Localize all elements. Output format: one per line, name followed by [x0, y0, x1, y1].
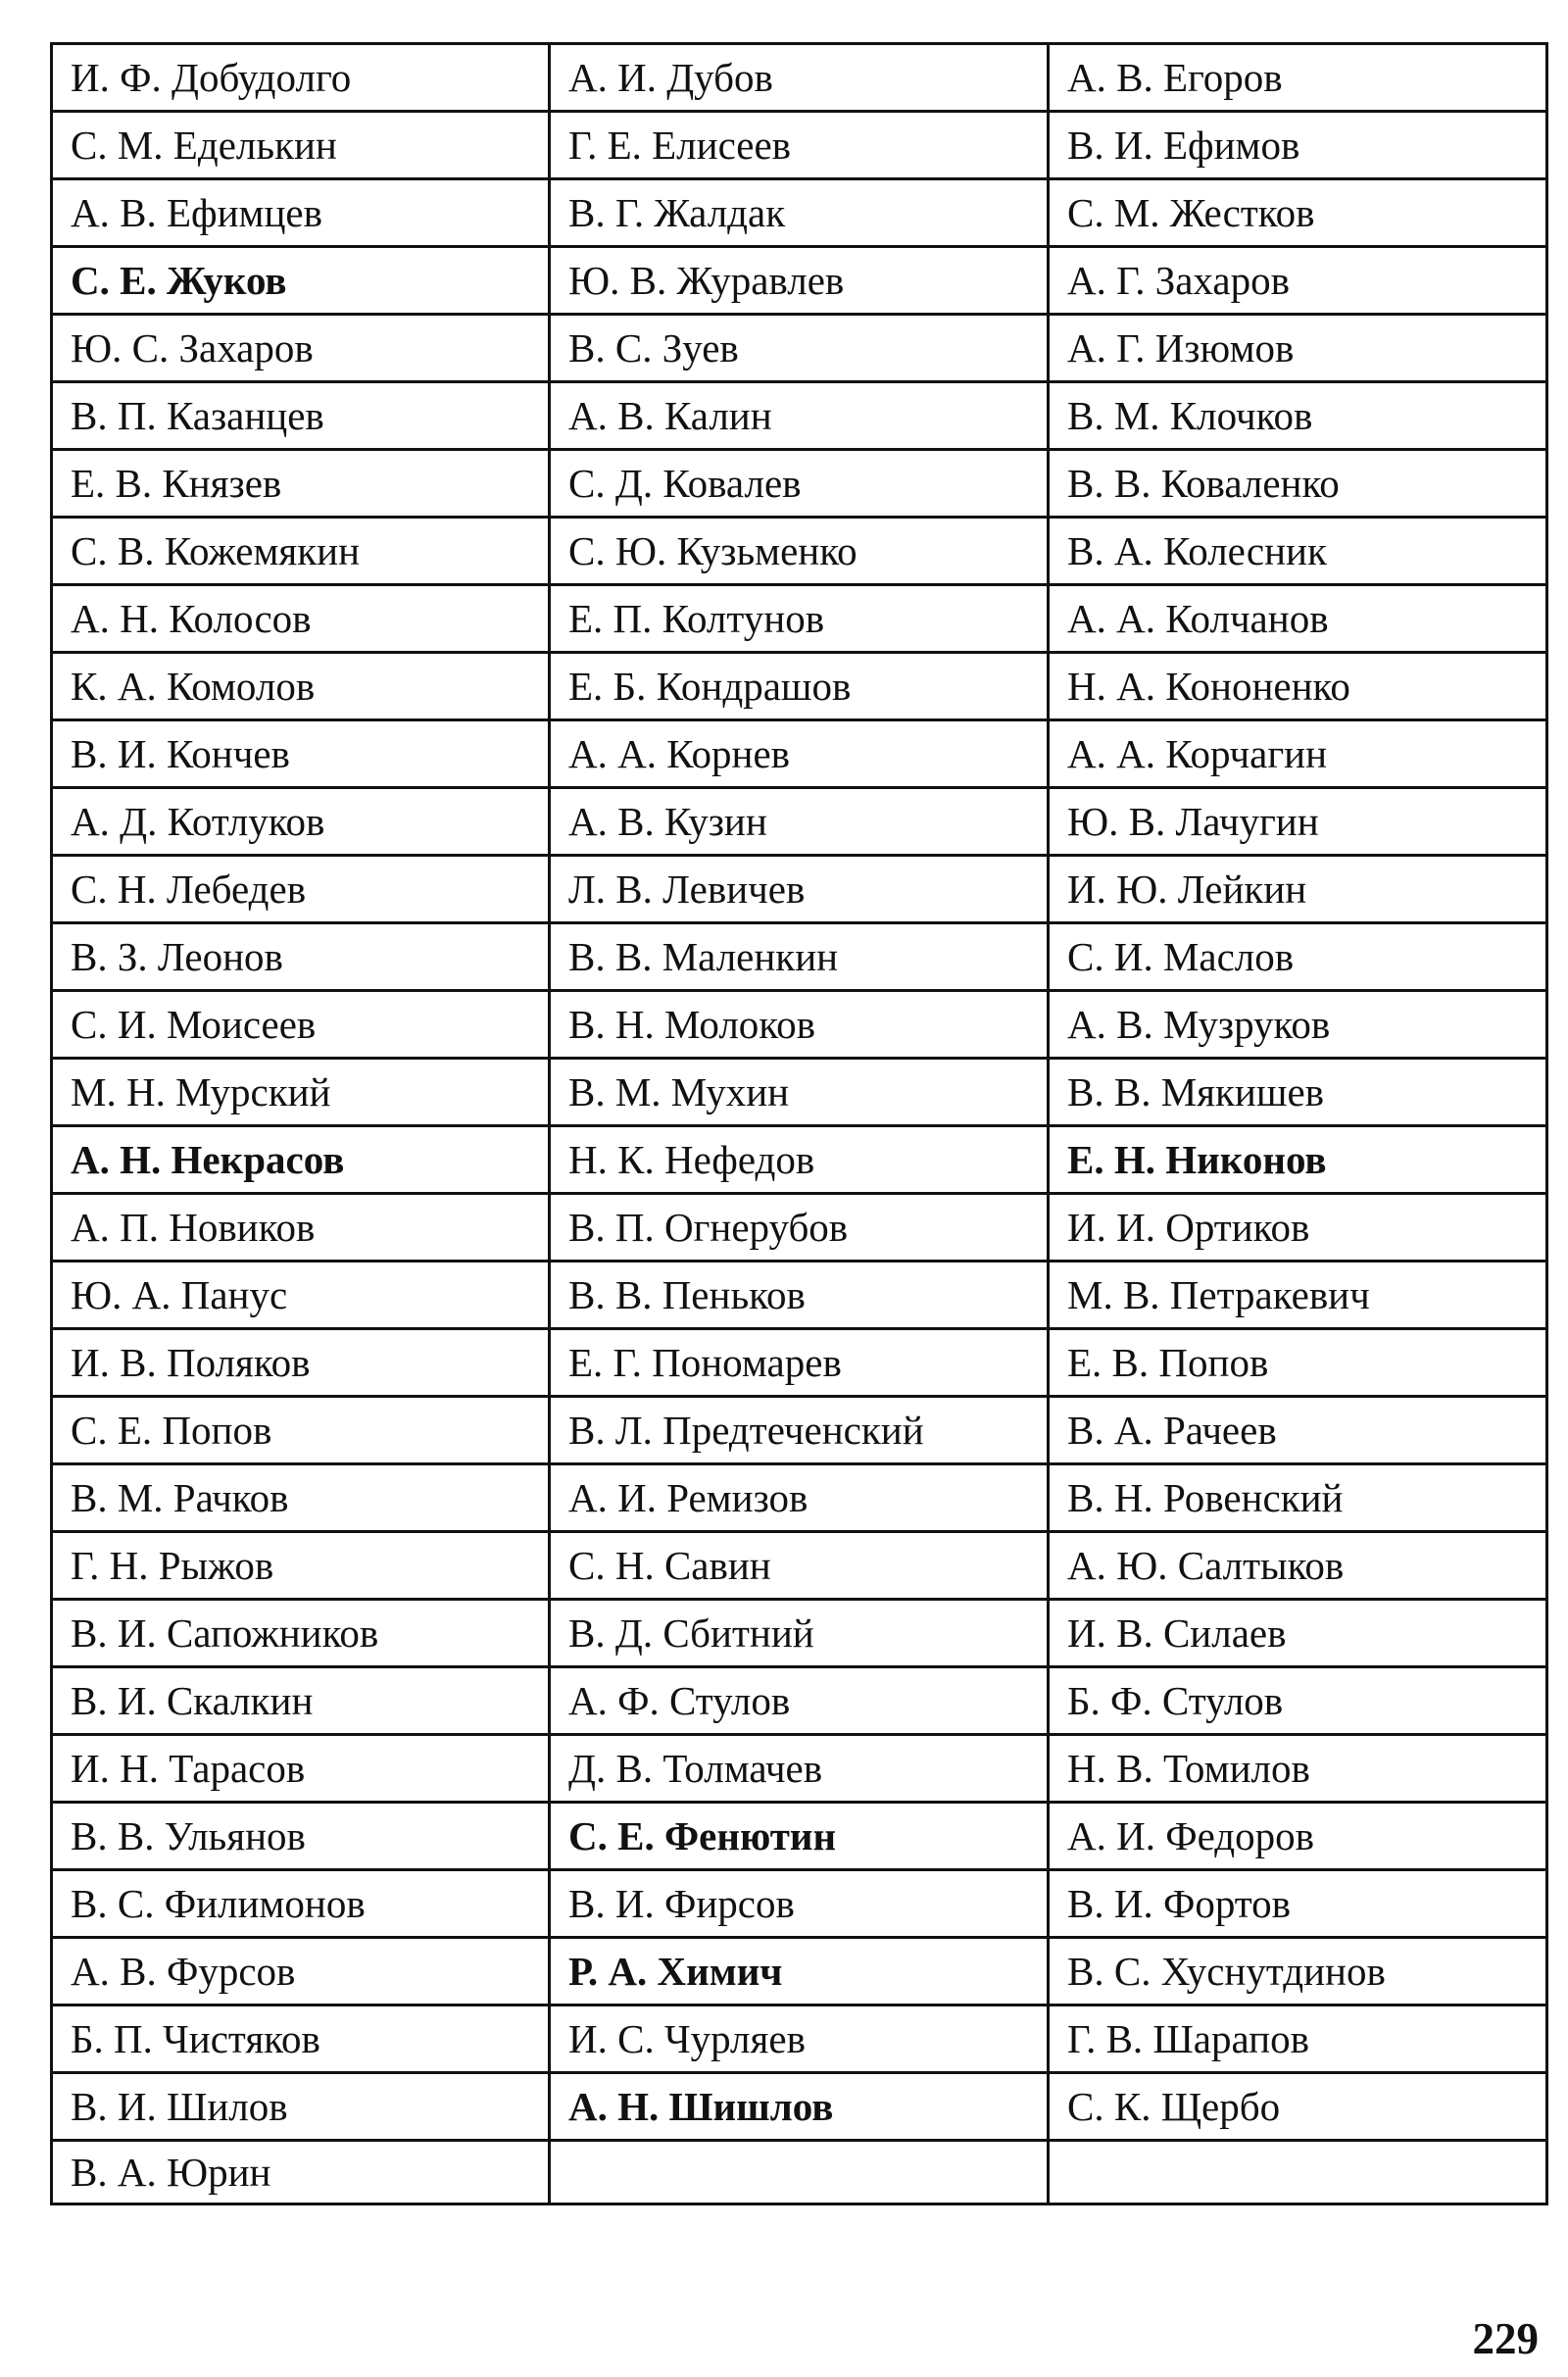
name-cell: А. Ф. Стулов: [550, 1667, 1049, 1735]
table-row: [52, 1803, 1547, 1870]
name-cell: В. И. Фортов: [1049, 1870, 1547, 1938]
table-row: [52, 1735, 1547, 1803]
name-cell: Ю. А. Панус: [52, 1262, 550, 1329]
name-cell: В. М. Клочков: [1049, 382, 1547, 450]
name-cell: Р. А. Химич: [550, 1938, 1049, 2006]
name-cell: В. А. Юрин: [52, 2141, 550, 2204]
table-row: [52, 1126, 1547, 1194]
name-cell: А. И. Федоров: [1049, 1803, 1547, 1870]
name-cell: В. В. Маленкин: [550, 923, 1049, 991]
name-cell: В. Л. Предтеченский: [550, 1397, 1049, 1464]
name-cell: С. М. Еделькин: [52, 112, 550, 179]
table-row: [52, 518, 1547, 585]
name-cell: В. Н. Молоков: [550, 991, 1049, 1059]
name-cell: Г. Н. Рыжов: [52, 1532, 550, 1600]
name-cell: С. И. Моисеев: [52, 991, 550, 1059]
name-cell: А. А. Корнев: [550, 720, 1049, 788]
name-cell: Б. Ф. Стулов: [1049, 1667, 1547, 1735]
name-cell: А. В. Музруков: [1049, 991, 1547, 1059]
name-cell: В. П. Казанцев: [52, 382, 550, 450]
name-cell: С. Е. Фенютин: [550, 1803, 1049, 1870]
name-cell: В. В. Ульянов: [52, 1803, 550, 1870]
table-row: [52, 1532, 1547, 1600]
name-cell: В. В. Коваленко: [1049, 450, 1547, 518]
table-row: [52, 1194, 1547, 1262]
name-cell: В. З. Леонов: [52, 923, 550, 991]
name-cell: Д. В. Толмачев: [550, 1735, 1049, 1803]
name-cell: А. В. Кузин: [550, 788, 1049, 856]
table-row: [52, 720, 1547, 788]
page-number: 229: [1472, 2314, 1539, 2363]
table-row: [52, 991, 1547, 1059]
name-cell: А. И. Дубов: [550, 44, 1049, 112]
name-cell: А. Н. Некрасов: [52, 1126, 550, 1194]
table-row: [52, 1938, 1547, 2006]
table-row: [52, 1329, 1547, 1397]
table-row: [52, 923, 1547, 991]
name-cell: С. Ю. Кузьменко: [550, 518, 1049, 585]
name-cell: Г. В. Шарапов: [1049, 2006, 1547, 2073]
name-cell: А. Д. Котлуков: [52, 788, 550, 856]
name-cell: Ю. С. Захаров: [52, 315, 550, 382]
name-cell: В. В. Мякишев: [1049, 1059, 1547, 1126]
name-cell: И. В. Поляков: [52, 1329, 550, 1397]
name-cell: И. И. Ортиков: [1049, 1194, 1547, 1262]
name-cell: В. В. Пеньков: [550, 1262, 1049, 1329]
table-row: [52, 1262, 1547, 1329]
name-cell: С. Д. Ковалев: [550, 450, 1049, 518]
name-cell: А. Г. Захаров: [1049, 247, 1547, 315]
name-cell: Е. В. Князев: [52, 450, 550, 518]
table-row: [52, 382, 1547, 450]
name-cell: Ю. В. Журавлев: [550, 247, 1049, 315]
name-cell: С. В. Кожемякин: [52, 518, 550, 585]
name-cell: Н. В. Томилов: [1049, 1735, 1547, 1803]
name-cell: А. Г. Изюмов: [1049, 315, 1547, 382]
empty-cell: [1049, 2141, 1547, 2204]
name-cell: В. М. Рачков: [52, 1464, 550, 1532]
name-cell: В. Г. Жалдак: [550, 179, 1049, 247]
table-row: [52, 44, 1547, 112]
name-cell: В. И. Шилов: [52, 2073, 550, 2141]
name-cell: К. А. Комолов: [52, 653, 550, 720]
name-cell: М. В. Петракевич: [1049, 1262, 1547, 1329]
name-cell: Ю. В. Лачугин: [1049, 788, 1547, 856]
table-row: [52, 1464, 1547, 1532]
names-table: [50, 42, 1548, 2205]
table-row: [52, 1600, 1547, 1667]
name-cell: А. В. Егоров: [1049, 44, 1547, 112]
name-cell: Г. Е. Елисеев: [550, 112, 1049, 179]
name-cell: Е. П. Колтунов: [550, 585, 1049, 653]
name-cell: А. А. Корчагин: [1049, 720, 1547, 788]
table-row: [52, 2073, 1547, 2141]
name-cell: И. Ф. Добудолго: [52, 44, 550, 112]
table-row: [52, 1397, 1547, 1464]
name-cell: С. И. Маслов: [1049, 923, 1547, 991]
name-cell: В. А. Рачеев: [1049, 1397, 1547, 1464]
name-cell: В. И. Ефимов: [1049, 112, 1547, 179]
name-cell: С. М. Жестков: [1049, 179, 1547, 247]
name-cell: Е. В. Попов: [1049, 1329, 1547, 1397]
name-cell: А. Н. Шишлов: [550, 2073, 1049, 2141]
table-row: [52, 247, 1547, 315]
name-cell: Е. Г. Пономарев: [550, 1329, 1049, 1397]
name-cell: Е. Н. Никонов: [1049, 1126, 1547, 1194]
name-cell: А. Н. Колосов: [52, 585, 550, 653]
names-table-body: [52, 44, 1547, 2204]
name-cell: И. Н. Тарасов: [52, 1735, 550, 1803]
table-row: [52, 585, 1547, 653]
name-cell: В. Н. Ровенский: [1049, 1464, 1547, 1532]
name-cell: В. С. Хуснутдинов: [1049, 1938, 1547, 2006]
name-cell: А. В. Ефимцев: [52, 179, 550, 247]
table-row: [52, 315, 1547, 382]
name-cell: В. А. Колесник: [1049, 518, 1547, 585]
name-cell: В. М. Мухин: [550, 1059, 1049, 1126]
name-cell: А. А. Колчанов: [1049, 585, 1547, 653]
table-row: [52, 112, 1547, 179]
table-row: [52, 2006, 1547, 2073]
name-cell: В. И. Кончев: [52, 720, 550, 788]
table-row: [52, 856, 1547, 923]
name-cell: И. В. Силаев: [1049, 1600, 1547, 1667]
name-cell: В. С. Филимонов: [52, 1870, 550, 1938]
name-cell: В. С. Зуев: [550, 315, 1049, 382]
name-cell: А. И. Ремизов: [550, 1464, 1049, 1532]
name-cell: И. С. Чурляев: [550, 2006, 1049, 2073]
name-cell: Л. В. Левичев: [550, 856, 1049, 923]
table-row: [52, 179, 1547, 247]
name-cell: Н. А. Кононенко: [1049, 653, 1547, 720]
table-row: [52, 1059, 1547, 1126]
name-cell: С. Н. Лебедев: [52, 856, 550, 923]
name-cell: В. И. Фирсов: [550, 1870, 1049, 1938]
name-cell: В. Д. Сбитний: [550, 1600, 1049, 1667]
table-row: [52, 788, 1547, 856]
name-cell: А. В. Фурсов: [52, 1938, 550, 2006]
name-cell: С. Е. Жуков: [52, 247, 550, 315]
name-cell: В. И. Сапожников: [52, 1600, 550, 1667]
name-cell: Н. К. Нефедов: [550, 1126, 1049, 1194]
name-cell: Б. П. Чистяков: [52, 2006, 550, 2073]
name-cell: С. К. Щербо: [1049, 2073, 1547, 2141]
name-cell: А. Ю. Салтыков: [1049, 1532, 1547, 1600]
table-row: [52, 2141, 1547, 2204]
name-cell: И. Ю. Лейкин: [1049, 856, 1547, 923]
name-cell: Е. Б. Кондрашов: [550, 653, 1049, 720]
name-cell: А. В. Калин: [550, 382, 1049, 450]
table-row: [52, 450, 1547, 518]
name-cell: С. Е. Попов: [52, 1397, 550, 1464]
empty-cell: [550, 2141, 1049, 2204]
name-cell: С. Н. Савин: [550, 1532, 1049, 1600]
table-row: [52, 1870, 1547, 1938]
name-cell: М. Н. Мурский: [52, 1059, 550, 1126]
name-cell: А. П. Новиков: [52, 1194, 550, 1262]
table-row: [52, 653, 1547, 720]
table-row: [52, 1667, 1547, 1735]
name-cell: В. И. Скалкин: [52, 1667, 550, 1735]
name-cell: В. П. Огнерубов: [550, 1194, 1049, 1262]
